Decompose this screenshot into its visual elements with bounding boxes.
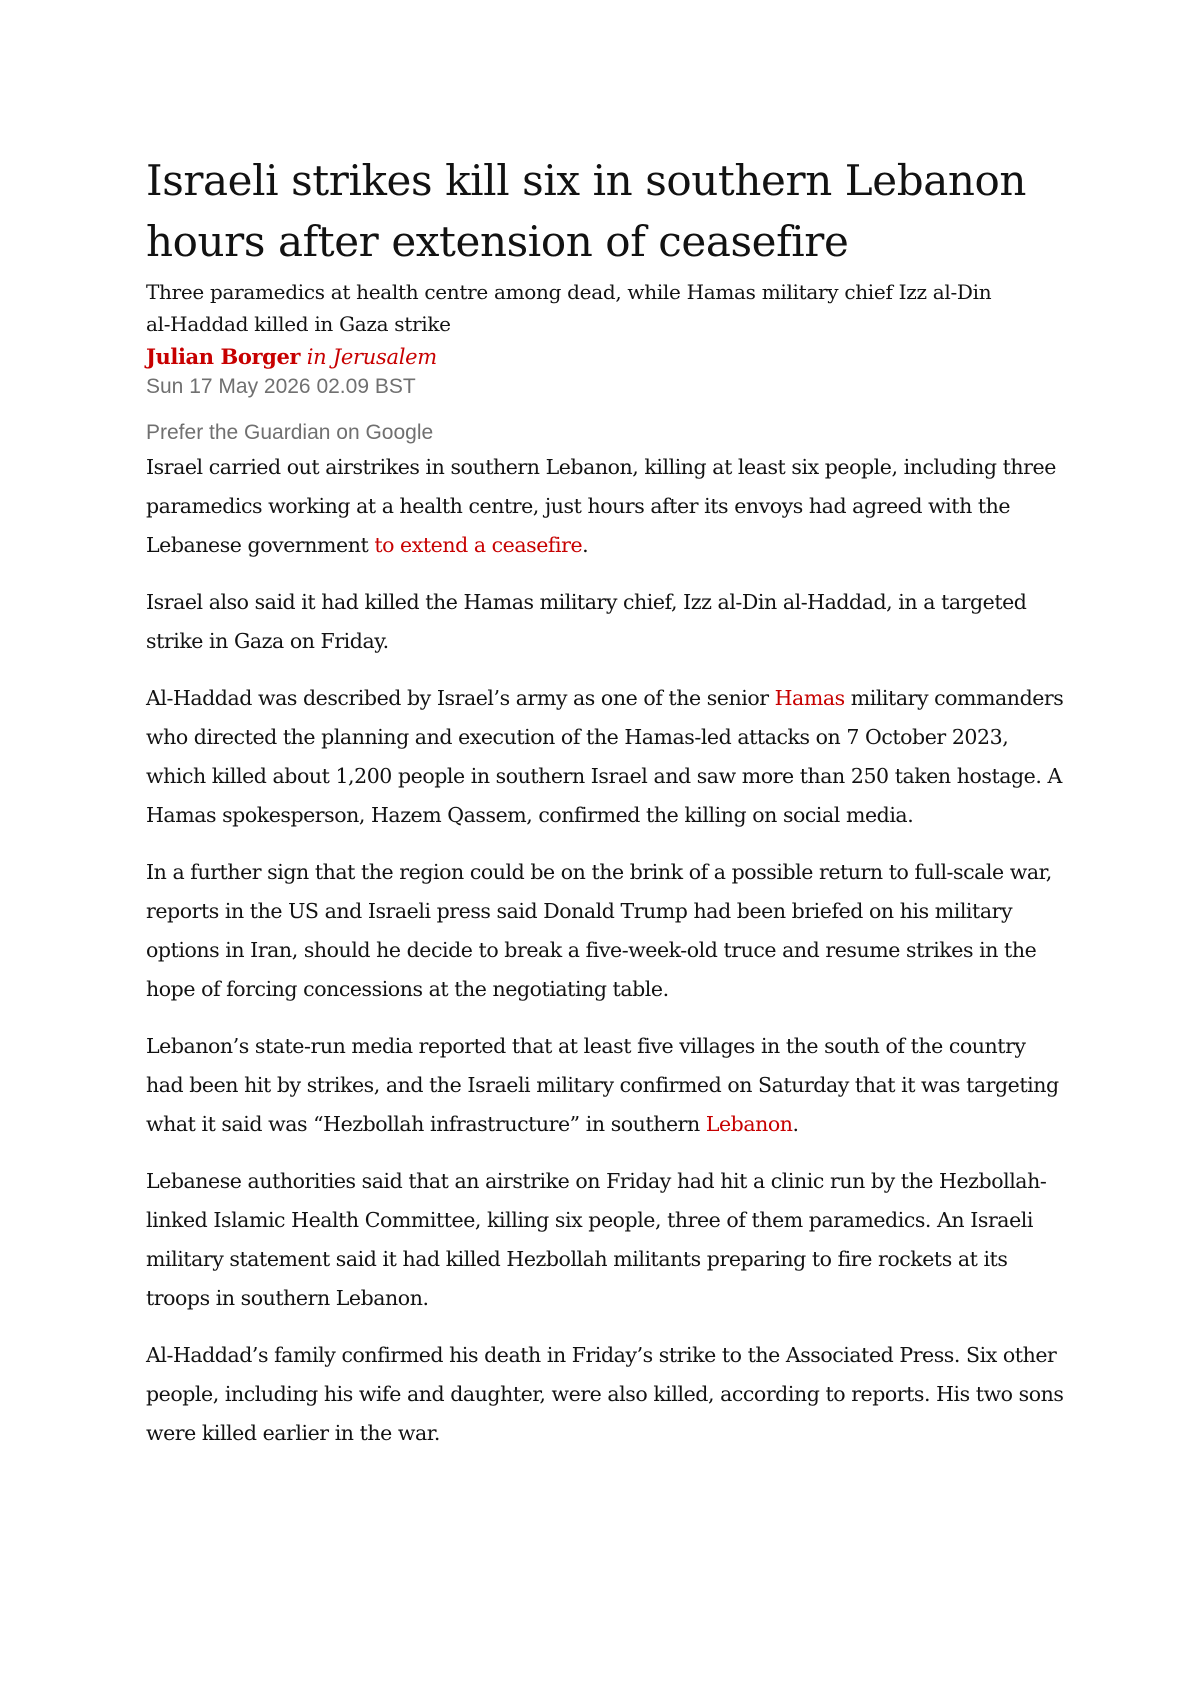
dateline: Sun 17 May 2026 02.09 BST	[146, 375, 416, 398]
paragraph-text: Israel carried out airstrikes in southern Lebanon, killing at least six people, including three paramedics working at a health centre, just hours after its envoys had agreed with the Lebanese government	[146, 455, 1056, 557]
paragraph-7	[146, 1336, 1066, 1453]
standfirst: Three paramedics at health centre among dead, while Hamas military chief Izz al-Din al-Haddad killed in Gaza strike	[146, 280, 992, 336]
author-link[interactable]: Julian Borger	[146, 344, 301, 369]
extend-ceasefire-link[interactable]: to extend a ceasefire	[374, 533, 583, 557]
paragraph-text: Al-Haddad’s family confirmed his death in Friday’s strike to the Associated Press. Six other people, including his wife and daughter, were also killed, according to reports. His two sons were killed earlier in the war.	[146, 1343, 1064, 1445]
paragraph-2	[146, 583, 1066, 661]
paragraph-5	[146, 1027, 1066, 1144]
headline: Israeli strikes kill six in southern Lebanon hours after extension of ceasefire	[146, 156, 1027, 266]
paragraph-text: Lebanon’s state-run media reported that at least five villages in the south of the country had been hit by strikes, and the Israeli military confirmed on Saturday that it was targeting what it said was “Hezbollah infrastructure” in southern	[146, 1034, 1059, 1136]
lebanon-link[interactable]: Lebanon	[705, 1112, 793, 1136]
paragraph-3	[146, 679, 1066, 835]
byline-location: in Jerusalem	[306, 345, 437, 369]
paragraph-text: military commanders who directed the planning and execution of the Hamas-led attacks on 7 October 2023, which killed about 1,200 people in southern Israel and saw more than 250 taken hostage. A Hamas spokesperson, Hazem Qassem, confirmed the killing on social media.	[146, 686, 1064, 827]
article-body	[146, 448, 1066, 1453]
paragraph-text: In a further sign that the region could be on the brink of a possible return to full-scale war, reports in the US and Israeli press said Donald Trump had been briefed on his military options in Iran, should he decide to break a five-week-old truce and resume strikes in the hope of forcing concessions at the negotiating table.	[146, 860, 1052, 1001]
paragraph-text: Lebanese authorities said that an airstrike on Friday had hit a clinic run by the Hezbollah-linked Islamic Health Committee, killing six people, three of them paramedics. An Israeli military statement said it had killed Hezbollah militants preparing to fire rockets at its troops in southern Lebanon.	[146, 1169, 1047, 1310]
paragraph-6	[146, 1162, 1066, 1318]
paragraph-text: Al-Haddad was described by Israel’s army as one of the senior	[146, 686, 775, 710]
byline	[146, 342, 1066, 372]
paragraph-text: .	[792, 1112, 799, 1136]
paragraph-1	[146, 448, 1066, 565]
hamas-link[interactable]: Hamas	[774, 686, 845, 710]
paragraph-4	[146, 853, 1066, 1009]
prefer-guardian-link[interactable]: Prefer the Guardian on Google	[146, 421, 434, 444]
article	[146, 150, 1066, 1471]
paragraph-text: .	[582, 533, 589, 557]
paragraph-text: Israel also said it had killed the Hamas military chief, Izz al-Din al-Haddad, in a targeted strike in Gaza on Friday.	[146, 590, 1027, 653]
